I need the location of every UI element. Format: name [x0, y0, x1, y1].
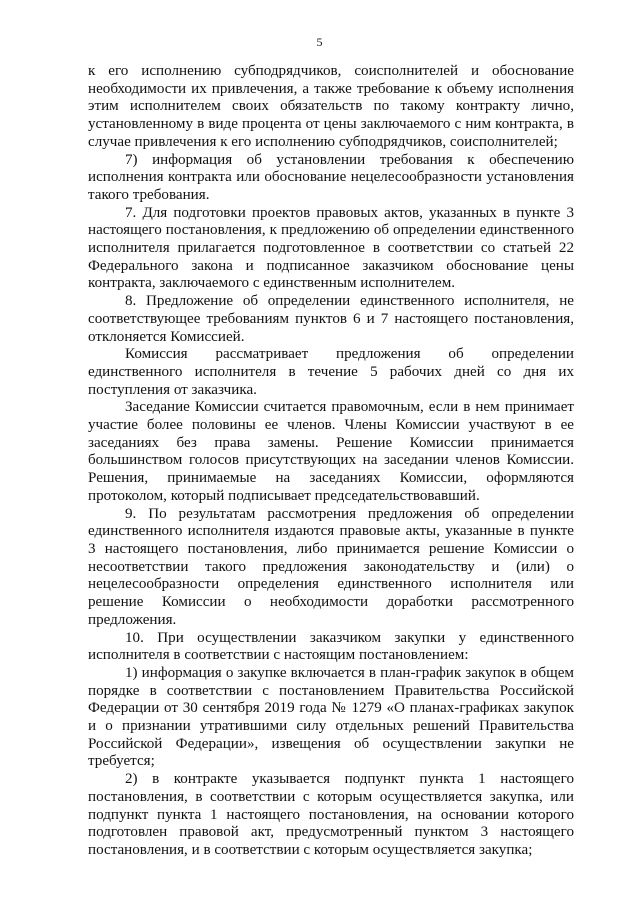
paragraph-continuation: к его исполнению субподрядчиков, соисполнителей и обоснование необходимости их привлечения, а также требование к объему исполнения этим исполнителем своих обязательств по такому контракту лично, установленному в виде процента от цены заключаемого с ним контракта, в случае привлечения к его исполнению субподрядчиков, соисполнителей; — [88, 63, 574, 150]
paragraph-commission-meeting: Заседание Комиссии считается правомочным, если в нем принимает участие более половины ее членов. Члены Комиссии участвуют в ее заседаниях без права замены. Решение Комиссии принимается большинством голосов присутствующих на заседании членов Комиссии. Решения, принимаемые на заседаниях Комиссии, оформляются протоколом, который подписывает председательствовавший. — [88, 399, 574, 504]
paragraph-commission-review: Комиссия рассматривает предложения об определении единственного исполнителя в течение 5 рабочих дней со дня их поступления от заказчика. — [88, 346, 574, 398]
paragraph-item-9: 9. По результатам рассмотрения предложения об определении единственного исполнителя издаются правовые акты, указанные в пункте 3 настоящего постановления, либо принимается решение Комиссии о несоответствии такого предложения законодательству и (или) о нецелесообразности определения единственного исполнителя или решение Комиссии о необходимости доработки рассмотренного предложения. — [88, 505, 574, 628]
paragraph-subitem-2: 2) в контракте указывается подпункт пункта 1 настоящего постановления, в соответствии с которым осуществляется закупка, или подпункт пункта 1 настоящего постановления, на основании которого подготовлен правовой акт, предусмотренный пунктом 3 настоящего постановления, и в соответствии с которым осуществляется закупка; — [88, 771, 574, 858]
paragraph-item-7: 7. Для подготовки проектов правовых актов, указанных в пункте 3 настоящего постановления, к предложению об определении единственного исполнителя прилагается подготовленное в соответствии со статьей 22 Федерального закона и подписанное заказчиком обоснование цены контракта, заключаемого с единственным исполнителем. — [88, 204, 574, 292]
document-body — [88, 63, 574, 860]
paragraph-subitem-1: 1) информация о закупке включается в план-график закупок в общем порядке в соответствии с постановлением Правительства Российской Федерации от 30 сентября 2019 года № 1279 «О планах-графиках закупок и о признании утратившими силу отдельных решений Правительства Российской Федерации», извещения об осуществлении закупки не требуется; — [88, 664, 574, 770]
paragraph-subitem-7: 7) информация об установлении требования к обеспечению исполнения контракта или обоснование нецелесообразности установления такого требования. — [88, 151, 574, 203]
paragraph-item-10: 10. При осуществлении заказчиком закупки у единственного исполнителя в соответствии с настоящим постановлением: — [88, 629, 574, 664]
paragraph-item-8: 8. Предложение об определении единственного исполнителя, не соответствующее требованиям пунктов 6 и 7 настоящего постановления, отклоняется Комиссией. — [88, 293, 574, 345]
page-number: 5 — [316, 35, 323, 49]
